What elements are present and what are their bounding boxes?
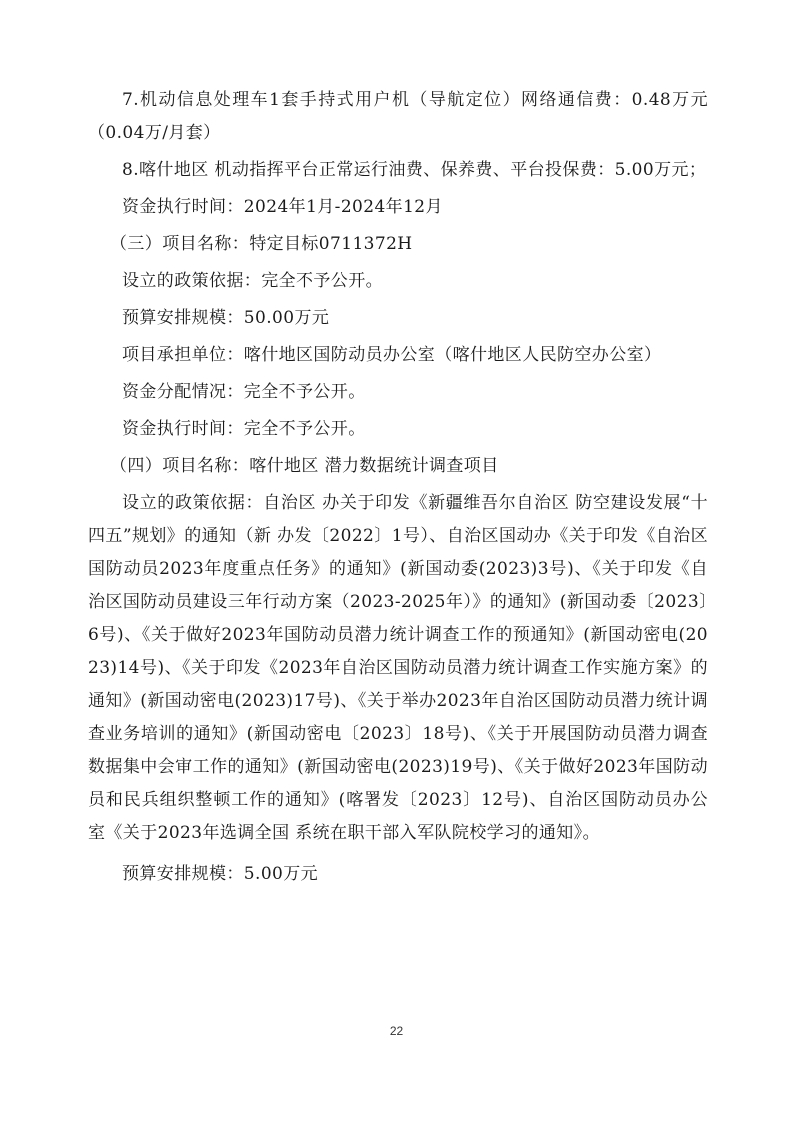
paragraph-undertaking-unit: 项目承担单位：喀什地区国防动员办公室（喀什地区人民防空办公室） [122, 345, 662, 365]
paragraph-policy-basis: 设立的政策依据：完全不予公开。 [122, 271, 383, 291]
paragraph-budget-scale-2: 预算安排规模：5.00万元 [122, 864, 319, 884]
paragraph-fund-allocation: 资金分配情况：完全不予公开。 [122, 382, 366, 402]
document-body [88, 84, 708, 895]
paragraph-policy-basis-2: 设立的政策依据：自治区 办关于印发《新疆维吾尔自治区 防空建设发展“十四五”规划》的通知（新 办发〔2022〕1号）、自治区国动办《关于印发《自治区国防动员2023年度重点任务》的通知》(新国动委(2023)3号)、《关于印发《自治区国防动员建设三年行动方案（2023-2025年）》的通知》(新国动委〔2023〕6号)、《关于做好2023年国防动员潜力统计调查工作的预通知》(新国动密电(2023)14号)、《关于印发《2023年自治区国防动员潜力统计调查工作实施方案》的通知》(新国动密电(2023)17号)、《关于举办2023年自治区国防动员潜力统计调查业务培训的通知》(新国动密电〔2023〕18号)、《关于开展国防动员潜力调查数据集中会审工作的通知》(新国动密电(2023)19号)、《关于做好2023年国防动员和民兵组织整顿工作的通知》(喀署发〔2023〕12号)、自治区国防动员办公室《关于2023年选调全国 系统在职干部入军队院校学习的通知》。 [88, 493, 708, 843]
paragraph-fund-execution-time: 资金执行时间：2024年1月-2024年12月 [122, 197, 443, 217]
paragraph-budget-scale: 预算安排规模：50.00万元 [122, 308, 330, 328]
paragraph-item-7: 7.机动信息处理车1套手持式用户机（导航定位）网络通信费：0.48万元（0.04万/月套） [88, 90, 708, 143]
page-number: 22 [389, 1024, 404, 1038]
section-heading-4: （四）项目名称：喀什地区 潜力数据统计调查项目 [110, 456, 499, 476]
section-heading-3: （三）项目名称：特定目标0711372H [110, 234, 413, 254]
paragraph-fund-execution-time-2: 资金执行时间：完全不予公开。 [122, 419, 366, 439]
paragraph-item-8: 8.喀什地区 机动指挥平台正常运行油费、保养费、平台投保费：5.00万元； [122, 160, 707, 180]
